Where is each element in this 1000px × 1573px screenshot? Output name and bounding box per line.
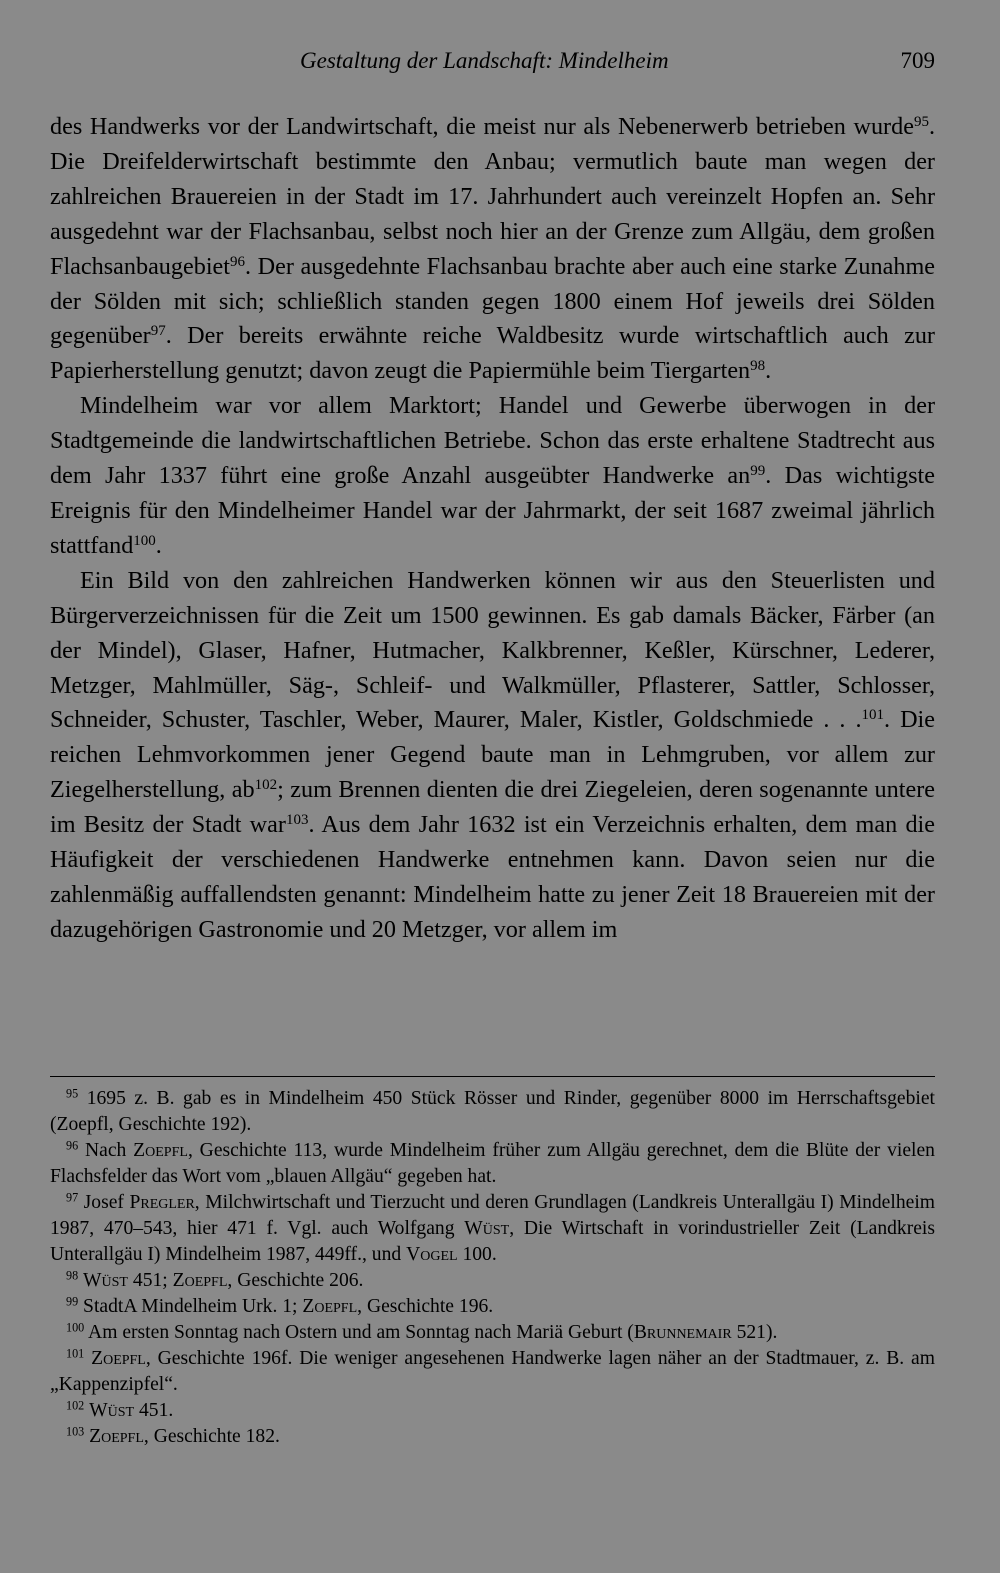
footnotes xyxy=(50,1086,935,1450)
footnote-ref-101: 101 xyxy=(861,707,885,724)
author-name: Zoepfl xyxy=(91,1348,146,1369)
footnote-96 xyxy=(50,1138,935,1190)
footnote-text: , Geschichte 196f. Die weniger angesehenen Handwerke lagen näher an der Stadtmauer, z. B. am „Kappenzipfel“. xyxy=(50,1348,935,1395)
footnote-97 xyxy=(50,1190,935,1268)
footnote-103 xyxy=(50,1424,935,1450)
footnote-ref-96: 96 xyxy=(230,253,246,270)
footnote-text: 521). xyxy=(731,1322,778,1343)
text-run: . xyxy=(155,531,162,559)
footnote-95 xyxy=(50,1086,935,1138)
text-run: . Der bereits erwähnte reiche Waldbesitz wurde wirtschaftlich auch zur Papierherstellung genutzt; davon zeugt die Papiermühle beim Tiergarten xyxy=(50,322,935,385)
author-name: Vogel xyxy=(406,1244,458,1265)
paragraph-2 xyxy=(50,389,935,564)
author-name: Wüst xyxy=(89,1400,135,1421)
footnote-ref-99: 99 xyxy=(750,462,766,479)
footnote-ref-100: 100 xyxy=(133,532,156,549)
author-name: Zoepfl xyxy=(302,1296,358,1317)
text-run: . xyxy=(765,357,772,385)
author-name: Pregler xyxy=(129,1192,195,1213)
footnote-number: 99 xyxy=(66,1294,79,1309)
footnote-text: , Geschichte 206. xyxy=(227,1270,364,1291)
author-name: Wüst xyxy=(83,1270,128,1291)
footnote-ref-95: 95 xyxy=(913,113,929,130)
text-run: ; zum Brennen dienten die drei Ziegeleien, deren sogenannte untere im Besitz der Stadt war xyxy=(50,776,935,839)
footnote-text: Am ersten Sonntag nach Ostern und am Sonntag nach Mariä Geburt ( xyxy=(88,1322,634,1343)
footnote-101 xyxy=(50,1346,935,1398)
footnote-divider xyxy=(50,1076,935,1077)
footnote-ref-103: 103 xyxy=(285,811,309,828)
footnote-text: Nach xyxy=(84,1140,134,1161)
footnote-98 xyxy=(50,1268,935,1294)
text-run: des Handwerks vor der Landwirtschaft, die meist nur als Nebenerwerb betrieben wurde xyxy=(50,113,914,140)
footnote-ref-98: 98 xyxy=(750,358,766,375)
footnote-text: 1695 z. B. gab es in Mindelheim 450 Stück Rösser und Rinder, gegenüber 8000 im Herrschaftsgebiet (Zoepfl, Geschichte 192). xyxy=(50,1088,935,1135)
footnote-number: 101 xyxy=(66,1346,85,1361)
text-run: . Das wichtigste Ereignis für den Mindelheimer Handel war der Jahrmarkt, der seit 1687 zweimal jährlich stattfand xyxy=(50,462,935,559)
text-run: . Die reichen Lehmvorkommen jener Gegend baute man in Lehmgruben, vor allem zur Ziegelherstellung, ab xyxy=(50,706,935,804)
footnote-number: 98 xyxy=(66,1268,79,1283)
author-name: Brunnemair xyxy=(633,1322,732,1343)
running-head: Gestaltung der Landschaft: Mindelheim xyxy=(300,48,669,73)
footnote-text: , Geschichte 182. xyxy=(143,1426,280,1447)
author-name: Zoepfl xyxy=(172,1270,228,1291)
footnote-text: 451; xyxy=(128,1270,173,1291)
footnote-number: 97 xyxy=(66,1190,79,1205)
footnote-number: 95 xyxy=(66,1086,79,1101)
footnote-number: 103 xyxy=(66,1424,85,1439)
text-run: . Aus dem Jahr 1632 ist ein Verzeichnis erhalten, dem man die Häufigkeit der verschiedenen Handwerke entnehmen kann. Davon seien nur die zahlenmäßig auffallendsten genannt: Mindelheim hatte zu jener Zeit 18 Brauereien mit der dazugehörigen Gastronomie und 20 Metzger, vor allem im xyxy=(50,811,936,943)
footnote-text: , Geschichte 196. xyxy=(357,1296,494,1317)
page-number: 709 xyxy=(900,48,935,73)
author-name: Zoepfl xyxy=(133,1140,188,1161)
author-name: Wüst xyxy=(464,1218,510,1239)
footnote-number: 102 xyxy=(66,1398,85,1413)
footnote-102 xyxy=(50,1398,935,1424)
footnote-text: , Die Wirtschaft in vorindustrieller Zeit (Landkreis Unterallgäu I) Mindelheim 1987, 449ff., und xyxy=(50,1218,936,1265)
text-run: . Der ausgedehnte Flachsanbau brachte aber auch eine starke Zunahme der Sölden mit sich; schließlich standen gegen 1800 einem Hof jeweils drei Sölden gegenüber xyxy=(50,252,935,350)
footnote-100 xyxy=(50,1320,935,1346)
footnote-text: StadtA Mindelheim Urk. 1; xyxy=(83,1296,303,1317)
footnote-ref-102: 102 xyxy=(254,776,278,793)
page-header xyxy=(50,48,935,82)
footnote-number: 100 xyxy=(66,1320,85,1335)
footnote-number: 96 xyxy=(66,1138,79,1153)
footnote-ref-97: 97 xyxy=(150,323,166,340)
footnote-text: , Geschichte 113, wurde Mindelheim früher zum Allgäu gerechnet, dem die Blüte der vielen Flachsfelder das Wort vom „blauen Allgäu“ gegeben hat. xyxy=(50,1140,935,1187)
text-run: . Die Dreifelderwirtschaft bestimmte den Anbau; vermutlich baute man wegen der zahlreichen Brauereien in der Stadt im 17. Jahrhundert auch vereinzelt Hopfen an. Sehr ausgedehnt war der Flachsanbau, selbst noch hier an der Grenze zum Allgäu, dem großen Flachsanbaugebiet xyxy=(50,113,935,280)
text-run: Ein Bild von den zahlreichen Handwerken können wir aus den Steuerlisten und Bürgerverzeichnissen für die Zeit um 1500 gewinnen. Es gab damals Bäcker, Färber (an der Mindel), Glaser, Hafner, Hutmacher, Kalkbrenner, Keßler, Kürschner, Lederer, Metzger, Mahlmüller, Säg-, Schleif- und Walkmüller, Pflasterer, Sattler, Schlosser, Schneider, Schuster, Taschler, Weber, Maurer, Maler, Kistler, Goldschmiede . . . xyxy=(50,566,935,734)
footnote-text: 451. xyxy=(134,1400,174,1421)
text-run: Mindelheim war vor allem Marktort; Handel und Gewerbe überwogen in der Stadtgemeinde die landwirtschaftlichen Betriebe. Schon das erste erhaltene Stadtrecht aus dem Jahr 1337 führt eine große Anzahl ausgeübter Handwerke an xyxy=(50,392,935,490)
author-name: Zoepfl xyxy=(89,1426,144,1447)
footnote-99 xyxy=(50,1294,935,1320)
footnote-text: 100. xyxy=(457,1244,497,1265)
paragraph-3 xyxy=(50,564,935,948)
footnote-text: , Milchwirtschaft und Tierzucht und deren Grundlagen (Landkreis Unterallgäu I) Mindelheim 1987, 470–543, hier 471 f. Vgl. auch Wolfgang xyxy=(50,1192,935,1239)
footnote-text: Josef xyxy=(83,1192,130,1213)
main-text xyxy=(50,110,935,948)
paragraph-1 xyxy=(50,110,935,389)
